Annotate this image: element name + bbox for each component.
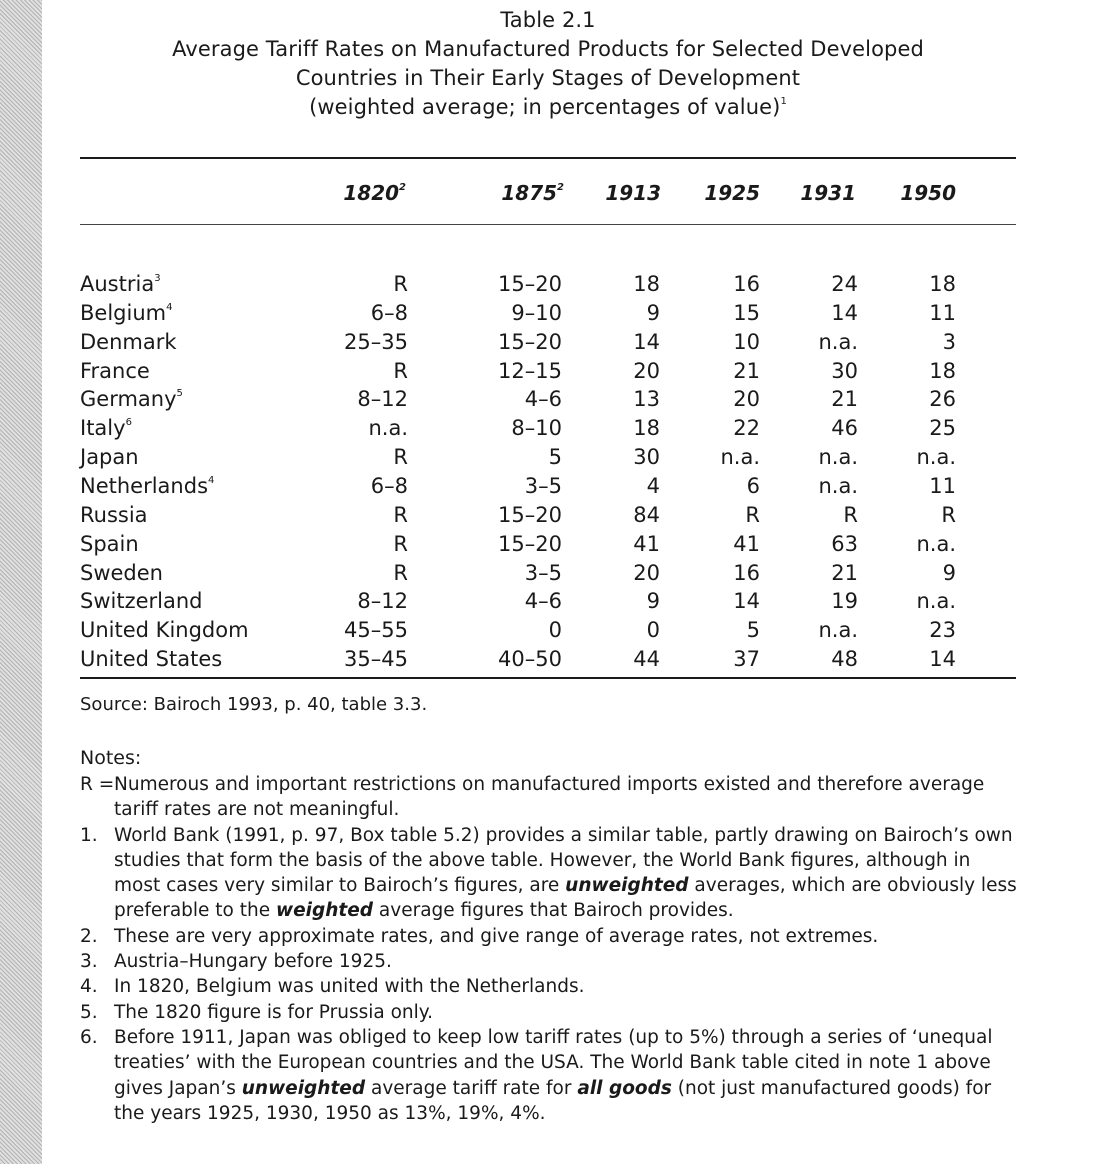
country-name: Japan (80, 445, 139, 470)
note-4: 4. In 1820, Belgium was united with the Netherlands. (80, 976, 585, 998)
tariff-value-1950: 11 (929, 473, 956, 498)
tariff-value-1950: 9 (942, 560, 956, 585)
tariff-value-1925: n.a. (720, 445, 760, 470)
tariff-value-1925: 6 (746, 473, 760, 498)
tariff-value-1950: R (941, 502, 956, 527)
tariff-value-1925: 20 (733, 387, 760, 412)
tariff-value-1931: R (843, 502, 858, 527)
country-name: Switzerland (80, 589, 203, 614)
country-name: Russia (80, 502, 148, 527)
tariff-value-1820: 8–12 (357, 589, 408, 614)
tariff-value-1931: 30 (831, 358, 858, 383)
table-row (0, 414, 1104, 443)
country-name: Spain (80, 531, 139, 556)
note-5: 5. The 1820 figure is for Prussia only. (80, 1001, 433, 1023)
tariff-value-1820: R (393, 272, 408, 296)
tariff-value-1875: 40–50 (498, 647, 562, 672)
tariff-value-1931: n.a. (818, 473, 858, 498)
tariff-value-1925: 10 (733, 329, 760, 354)
country-name: Sweden (80, 560, 163, 585)
tariff-value-1820: R (393, 502, 408, 527)
tariff-value-1820: 35–45 (344, 647, 408, 672)
table-row (0, 501, 1104, 530)
title-footnote-marker: 1 (780, 96, 787, 107)
tariff-value-1950: 3 (942, 329, 956, 354)
table-row (0, 385, 1104, 414)
tariff-value-1913: 18 (633, 272, 660, 296)
tariff-value-1875: 5 (548, 445, 562, 470)
tariff-value-1913: 41 (633, 531, 660, 556)
table-number: Table 2.1 (500, 8, 596, 32)
tariff-value-1875: 12–15 (498, 358, 562, 383)
tariff-value-1950: 26 (929, 387, 956, 412)
tariff-value-1913: 14 (633, 329, 660, 354)
tariff-value-1925: 22 (733, 416, 760, 441)
column-header-1931: 1931 (800, 181, 856, 205)
tariff-value-1875: 15–20 (498, 502, 562, 527)
notes-list (80, 772, 1020, 1126)
tariff-value-1913: 20 (633, 560, 660, 585)
tariff-value-1950: 18 (929, 358, 956, 383)
tariff-value-1913: 13 (633, 387, 660, 412)
country-name: United States (80, 647, 223, 672)
column-header-1913: 1913 (605, 181, 661, 205)
tariff-value-1931: 19 (831, 589, 858, 614)
table-row (0, 645, 1104, 674)
tariff-value-1925: 21 (733, 358, 760, 383)
tariff-value-1913: 0 (646, 618, 660, 643)
tariff-value-1820: 6–8 (370, 300, 408, 325)
notes-heading: Notes: (80, 747, 142, 769)
table-row (0, 472, 1104, 501)
country-name: Germany$^5$ (80, 387, 183, 412)
country-name: Belgium$^4$ (80, 300, 173, 325)
tariff-value-1913: 30 (633, 445, 660, 470)
table-row (0, 270, 1104, 299)
tariff-value-1931: 21 (831, 560, 858, 585)
tariff-value-1950: n.a. (916, 445, 956, 470)
tariff-value-1913: 4 (646, 473, 660, 498)
tariff-value-1950: 18 (929, 272, 956, 296)
tariff-value-1820: R (393, 358, 408, 383)
country-name: Netherlands$^4$ (80, 473, 215, 498)
tariff-value-1931: 14 (831, 300, 858, 325)
tariff-value-1913: 44 (633, 647, 660, 672)
tariff-value-1913: 9 (646, 589, 660, 614)
tariff-value-1820: R (393, 560, 408, 585)
tariff-value-1925: 41 (733, 531, 760, 556)
country-footnote-marker: 6 (125, 417, 132, 429)
tariff-value-1931: n.a. (818, 445, 858, 470)
tariff-value-1925: 5 (746, 618, 760, 643)
tariff-value-1925: 16 (733, 560, 760, 585)
tariff-value-1925: 15 (733, 300, 760, 325)
tariff-value-1913: 84 (633, 502, 660, 527)
tariff-value-1925: 37 (733, 647, 760, 672)
note-1: 1. World Bank (1991, p. 97, Box table 5.2) provides a similar table, partly drawing on Bairoch’s own studies that form the basis of the above table. However, the World Bank figures, although in most cases very similar to Bairoch’s figures, are unweighted averages, which are obviously less preferable to the weighted average figures that Bairoch provides. (80, 824, 1017, 922)
tariff-value-1875: 15–20 (498, 531, 562, 556)
column-header-1875: 1875$^2$ (501, 181, 564, 205)
table-row (0, 357, 1104, 386)
tariff-value-1925: 16 (733, 272, 760, 296)
country-footnote-marker: 4 (166, 301, 173, 313)
table-title-line-2: Countries in Their Early Stages of Development (295, 66, 801, 90)
tariff-value-1875: 9–10 (511, 300, 562, 325)
table-row (0, 559, 1104, 588)
tariff-value-1875: 8–10 (511, 416, 562, 441)
country-name: Austria$^3$ (80, 272, 161, 296)
country-name: France (80, 358, 150, 383)
column-header-1925: 1925 (704, 181, 760, 205)
tariff-value-1875: 4–6 (524, 387, 562, 412)
note-r: R = Numerous and important restrictions on manufactured imports existed and therefore average tariff rates are not meaningful. (80, 774, 985, 821)
tariff-value-1875: 3–5 (524, 560, 562, 585)
tariff-value-1875: 4–6 (524, 589, 562, 614)
tariff-value-1931: 24 (831, 272, 858, 296)
table-top-rule (80, 157, 1016, 159)
tariff-value-1931: n.a. (818, 329, 858, 354)
tariff-value-1925: R (745, 502, 760, 527)
country-footnote-marker: 5 (176, 388, 183, 400)
tariff-value-1820: n.a. (368, 416, 408, 441)
tariff-value-1875: 15–20 (498, 272, 562, 296)
column-header-1820: 1820$^2$ (343, 181, 406, 205)
table-row (0, 530, 1104, 559)
tariff-value-1875: 3–5 (524, 473, 562, 498)
note-2: 2. These are very approximate rates, and give range of average rates, not extremes. (80, 925, 879, 947)
tariff-value-1913: 20 (633, 358, 660, 383)
table-row (0, 328, 1104, 357)
tariff-value-1931: 46 (831, 416, 858, 441)
tariff-value-1820: 6–8 (370, 473, 408, 498)
tariff-value-1931: 48 (831, 647, 858, 672)
table-row (0, 443, 1104, 472)
country-footnote-marker: 3 (154, 273, 161, 284)
tariff-value-1950: n.a. (916, 531, 956, 556)
tariff-value-1950: 25 (929, 416, 956, 441)
table-title-line-1: Average Tariff Rates on Manufactured Products for Selected Developed (172, 37, 924, 61)
tariff-value-1820: R (393, 531, 408, 556)
tariff-value-1931: 21 (831, 387, 858, 412)
country-footnote-marker: 4 (208, 474, 215, 486)
tariff-value-1875: 0 (548, 618, 562, 643)
tariff-value-1950: n.a. (916, 589, 956, 614)
table-title-line-3: (weighted average; in percentages of value)$^1$ (309, 95, 787, 119)
tariff-value-1950: 14 (929, 647, 956, 672)
tariff-value-1913: 9 (646, 300, 660, 325)
tariff-value-1820: R (393, 445, 408, 470)
tariff-value-1950: 23 (929, 618, 956, 643)
note-6: 6. Before 1911, Japan was obliged to keep low tariff rates (up to 5%) through a series of ‘unequal treaties’ with the European countries and the USA. The World Bank table cited in note 1 above gives Japan’s unweighted average tariff rate for all goods (not just manufactured goods) for the years 1925, 1930, 1950 as 13%, 19%, 4%. (80, 1026, 993, 1124)
header-bottom-rule (80, 224, 1016, 225)
table-row (0, 616, 1104, 645)
tariff-value-1931: 63 (831, 531, 858, 556)
table-row (0, 587, 1104, 616)
country-name: Denmark (80, 329, 177, 354)
tariff-value-1875: 15–20 (498, 329, 562, 354)
column-header-1950: 1950 (900, 181, 956, 205)
tariff-value-1820: 8–12 (357, 387, 408, 412)
country-name: Italy$^6$ (80, 416, 132, 441)
country-name: United Kingdom (80, 618, 249, 643)
table-bottom-rule (80, 677, 1016, 679)
tariff-value-1820: 25–35 (344, 329, 408, 354)
tariff-value-1913: 18 (633, 416, 660, 441)
tariff-value-1925: 14 (733, 589, 760, 614)
note-3: 3. Austria–Hungary before 1925. (80, 951, 392, 973)
table-title-block (0, 6, 1096, 122)
tariff-value-1950: 11 (929, 300, 956, 325)
tariff-value-1820: 45–55 (344, 618, 408, 643)
table-source: Source: Bairoch 1993, p. 40, table 3.3. (80, 694, 428, 715)
tariff-value-1931: n.a. (818, 618, 858, 643)
table-row (0, 299, 1104, 328)
